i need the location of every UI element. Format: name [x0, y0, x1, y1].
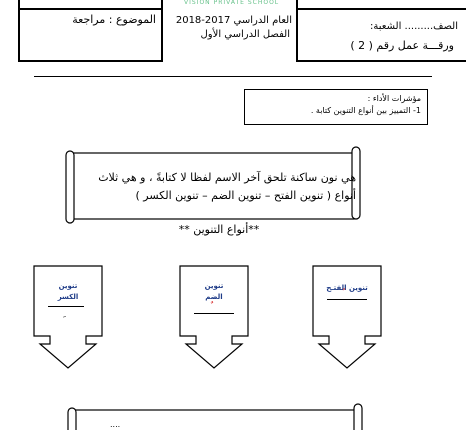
damm-arrow-box [178, 264, 250, 370]
fath-underline [327, 299, 367, 300]
school-logo-text: VISION PRIVATE SCHOOL [184, 0, 280, 6]
top-right-box-divider [296, 8, 466, 10]
definition-scroll [62, 145, 364, 227]
damm-label-1: تنوين [204, 282, 224, 290]
indicator-item: 1- التمييز بين أنواع التنوين كتابة . [310, 106, 421, 115]
worksheet-line: ورقـــة عمل رقم ( 2 ) [350, 39, 454, 52]
indicators-title: مؤشرات الأداء : [367, 94, 421, 103]
kasr-underline [48, 306, 84, 307]
kasr-arrow-box [32, 264, 104, 370]
top-left-box-divider [18, 8, 163, 10]
types-heading: **أنواع التنوين ** [178, 223, 260, 236]
definition-line-2: أنواع ( تنوين الفتح – تنوين الضم – تنوين الكسر ) [135, 189, 356, 202]
academic-year: العام الدراسي 2017-2018 [175, 15, 292, 26]
definition-line-1: هي نون ساكنة تلحق آخر الاسم لفظا لا كتابةً ، و هي ثلاث [98, 171, 356, 184]
semester: الفصل الدراسي الأول [200, 29, 290, 40]
damm-underline [194, 313, 234, 314]
kasr-label-1: تنوين [58, 282, 78, 290]
fath-arrow-box [311, 264, 383, 370]
class-line: الصف......... الشعبة: [370, 21, 458, 32]
kasr-label-2: الكسر [57, 293, 79, 301]
bottom-scroll-partial-text: .... [110, 420, 121, 429]
damm-label-2: الضم [205, 293, 223, 301]
fath-label: تنوين الفتـح [326, 284, 368, 292]
header-separator [34, 76, 432, 77]
subject-label: الموضوع : مراجعة [72, 13, 156, 26]
